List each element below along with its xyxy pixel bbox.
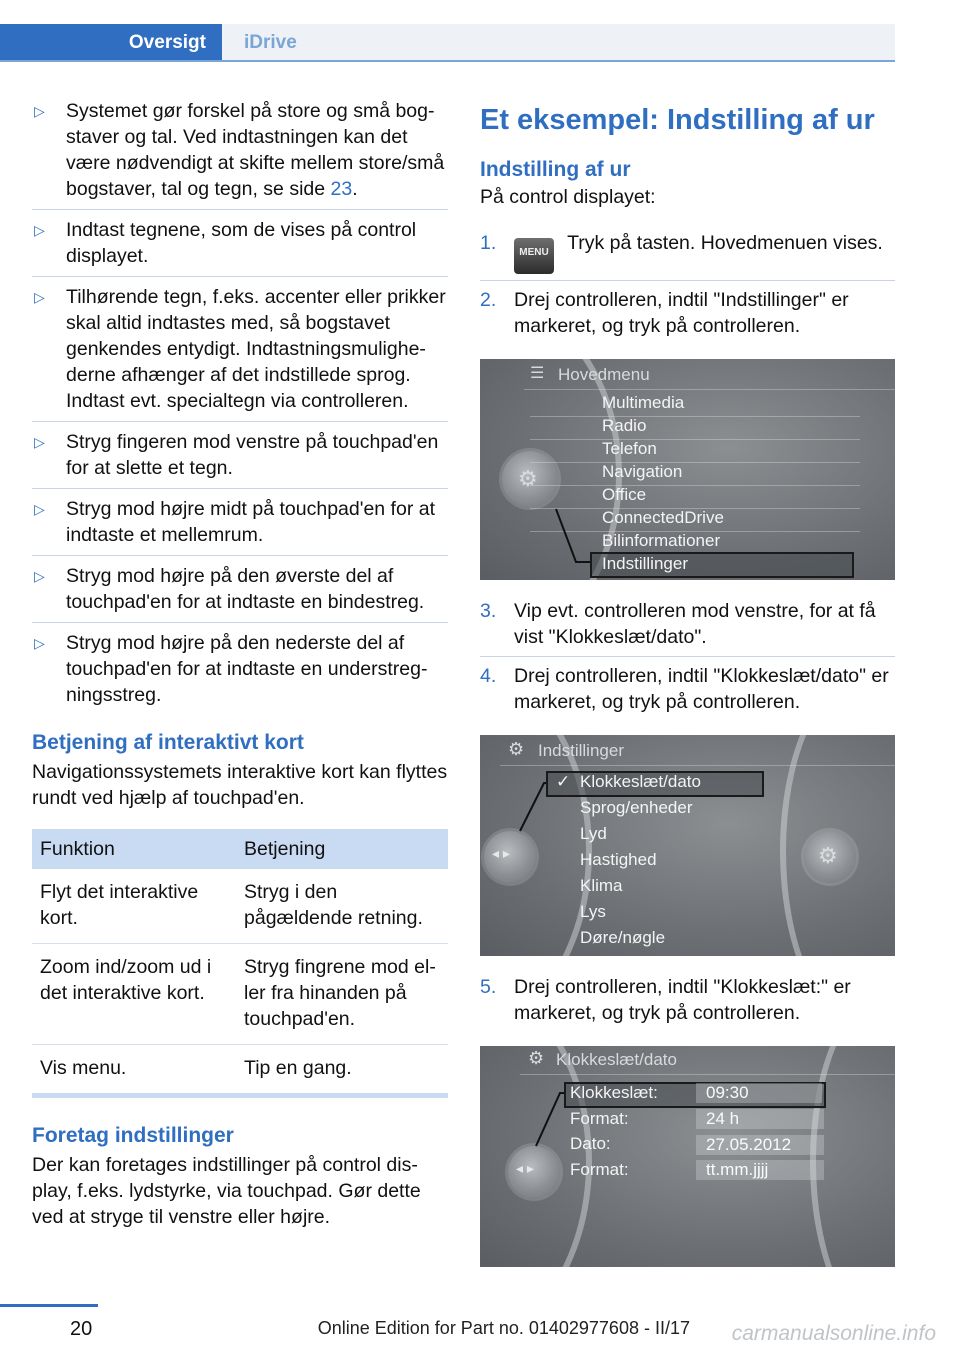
menu-item-klokkeslaet-dato[interactable]: Klokkeslæt/dato	[580, 772, 701, 791]
step-number: 3.	[480, 600, 497, 622]
table-header: Betjening	[236, 829, 448, 869]
gear-icon: ⚙	[518, 466, 538, 491]
steps-list	[480, 230, 895, 345]
list-item	[480, 287, 895, 345]
menu-item-connecteddrive[interactable]: ConnectedDrive	[602, 508, 724, 527]
time-format-value[interactable]: 24 h	[696, 1109, 824, 1129]
triangle-bullet-icon: ▷	[34, 289, 45, 305]
header-divider	[0, 60, 895, 62]
time-label[interactable]: Klokkeslæt:	[570, 1083, 658, 1102]
list-item	[32, 217, 448, 277]
bullet-text-end: .	[352, 178, 358, 200]
step-text: Vip evt. controlleren mod venstre, for at få vist "Klokkeslæt/dato".	[514, 600, 876, 648]
menu-key-icon: MENU	[514, 238, 554, 274]
left-right-arrows-icon: ◂ ▸	[492, 845, 510, 861]
table-row	[32, 869, 448, 944]
list-item	[32, 429, 448, 489]
screen-title: Indstillinger	[538, 741, 624, 760]
triangle-bullet-icon: ▷	[34, 222, 45, 238]
step-number: 4.	[480, 665, 497, 687]
function-table	[32, 829, 448, 1098]
step-text: Drej controlleren, indtil "Klokkeslæt:" er markeret, og tryk på controlleren.	[514, 976, 851, 1024]
screen-main-menu	[480, 359, 895, 580]
list-item	[32, 284, 448, 422]
date-value[interactable]: 27.05.2012	[696, 1135, 824, 1155]
tab-idrive[interactable]: iDrive	[222, 24, 895, 61]
menu-item-klima[interactable]: Klima	[580, 876, 623, 895]
screen-title: Hovedmenu	[558, 365, 650, 384]
menu-item-hastighed[interactable]: Hastighed	[580, 850, 657, 869]
screen-time-date	[480, 1046, 895, 1267]
step-text: Drej controlleren, indtil "Indstillinger" er markeret, og tryk på controlleren.	[514, 289, 849, 337]
triangle-bullet-icon: ▷	[34, 501, 45, 517]
screen-settings	[480, 735, 895, 956]
step-number: 5.	[480, 976, 497, 998]
right-column	[480, 98, 895, 1285]
list-item	[32, 496, 448, 556]
table-cell: Stryg i den pågældende retning.	[236, 869, 448, 944]
table-row	[32, 944, 448, 1045]
step-number: 1.	[480, 232, 497, 254]
bullet-text: Tilhørende tegn, f.eks. accenter eller prikker skal altid indtastes med, så bogstavet genkendes entydigt. Indtastningsmulighederne afhænger af det indstillede sprog. Indtast evt. specialtegn via controlleren.	[66, 286, 446, 412]
bullet-text: Systemet gør forskel på store og små bogstaver og tal. Ved indtastningen kan det være nødvendigt at skifte mellem store/små bogstaver, tal og tegn, se side	[66, 100, 445, 200]
map-heading: Betjening af interaktivt kort	[32, 731, 304, 754]
time-value[interactable]: 09:30	[696, 1083, 822, 1103]
bullet-text: Stryg mod højre midt på touchpad'en for at indtaste et mellemrum.	[66, 498, 435, 546]
menu-item-lys[interactable]: Lys	[580, 902, 606, 921]
date-label: Dato:	[570, 1134, 611, 1153]
table-cell: Tip en gang.	[236, 1045, 448, 1096]
menu-item-indstillinger[interactable]: Indstillinger	[602, 554, 688, 573]
table-cell: Vis menu.	[32, 1045, 236, 1096]
steps-list-2	[480, 598, 895, 721]
table-cell: Flyt det interaktive kort.	[32, 869, 236, 944]
time-format-label: Format:	[570, 1109, 629, 1128]
example-intro: På control displayet:	[480, 186, 656, 208]
left-right-arrows-icon: ◂ ▸	[516, 1160, 534, 1176]
bullet-text: Stryg mod højre på den øverste del af touchpad'en for at indtaste en bindestreg.	[66, 565, 425, 613]
triangle-bullet-icon: ▷	[34, 568, 45, 584]
gear-icon: ⚙	[818, 843, 838, 868]
check-icon: ✓	[556, 772, 571, 791]
settings-body: Der kan foretages indstillinger på control display, f.eks. lydstyrke, via touchpad. Gør dette ved at stryge til venstre eller højre.	[32, 1154, 421, 1228]
map-body: Navigationssystemets interaktive kort kan flyttes rundt ved hjælp af touchpad'en.	[32, 761, 448, 809]
footer-rule	[0, 1304, 98, 1307]
menu-item-lyd[interactable]: Lyd	[580, 824, 607, 843]
pointer-line	[480, 1046, 895, 1267]
tab-oversigt[interactable]: Oversigt	[0, 24, 222, 61]
step-text: Drej controlleren, indtil "Klokkeslæt/dato" er markeret, og tryk på controlleren.	[514, 665, 889, 713]
menu-item-sprog-enheder[interactable]: Sprog/enheder	[580, 798, 693, 817]
steps-list-3	[480, 974, 895, 1032]
list-item	[32, 98, 448, 210]
list-item	[32, 563, 448, 623]
triangle-bullet-icon: ▷	[34, 103, 45, 119]
page-link[interactable]: 23	[330, 178, 353, 200]
left-column	[32, 98, 448, 1230]
pointer-line	[480, 735, 895, 956]
table-cell: Zoom ind/zoom ud i det interaktive kort.	[32, 944, 236, 1045]
table-header: Funktion	[32, 829, 236, 869]
step-text: Tryk på tasten. Hovedmenuen vises.	[562, 232, 883, 254]
bullet-text: Stryg mod højre på den nederste del af touchpad'en for at indtaste en understregningsstreg.	[66, 632, 428, 706]
list-item	[480, 230, 895, 281]
list-item	[480, 663, 895, 721]
date-format-value[interactable]: tt.mm.jjjj	[696, 1160, 824, 1180]
menu-item-navigation[interactable]: Navigation	[602, 462, 683, 481]
settings-heading: Foretag indstillinger	[32, 1124, 234, 1147]
menu-item-telefon[interactable]: Telefon	[602, 439, 657, 458]
list-item	[32, 630, 448, 715]
list-item	[480, 598, 895, 657]
list-item	[480, 974, 895, 1032]
pointer-line	[480, 359, 895, 580]
date-format-label: Format:	[570, 1160, 629, 1179]
menu-item-office[interactable]: Office	[602, 485, 647, 504]
input-tips-list	[32, 98, 448, 715]
table-cell: Stryg fingrene mod eller fra hinanden på touchpad'en.	[236, 944, 448, 1045]
menu-list-icon: ☰	[530, 365, 545, 382]
example-title: Et eksempel: Indstilling af ur	[480, 104, 875, 136]
menu-item-bilinformationer[interactable]: Bilinformationer	[602, 531, 721, 550]
gear-icon: ⚙	[508, 739, 525, 759]
page-header	[0, 0, 895, 62]
edition-text: Online Edition for Part no. 01402977608 - II/17	[317, 1318, 690, 1338]
screen-title: Klokkeslæt/dato	[556, 1050, 677, 1069]
page-number: 20	[70, 1318, 93, 1340]
bullet-text: Stryg fingeren mod venstre på touchpad'en for at slette et tegn.	[66, 431, 439, 479]
menu-item-radio[interactable]: Radio	[602, 416, 647, 435]
triangle-bullet-icon: ▷	[34, 434, 45, 450]
menu-item-doere-noegle[interactable]: Døre/nøgle	[580, 928, 666, 947]
menu-item-multimedia[interactable]: Multimedia	[602, 393, 685, 412]
bullet-text: Indtast tegnene, som de vises på control displayet.	[66, 219, 417, 267]
triangle-bullet-icon: ▷	[34, 635, 45, 651]
example-subtitle: Indstilling af ur	[480, 158, 631, 181]
watermark: carmanualsonline.info	[731, 1322, 936, 1345]
step-number: 2.	[480, 289, 497, 311]
table-row	[32, 1045, 448, 1096]
gear-icon: ⚙	[528, 1048, 545, 1068]
